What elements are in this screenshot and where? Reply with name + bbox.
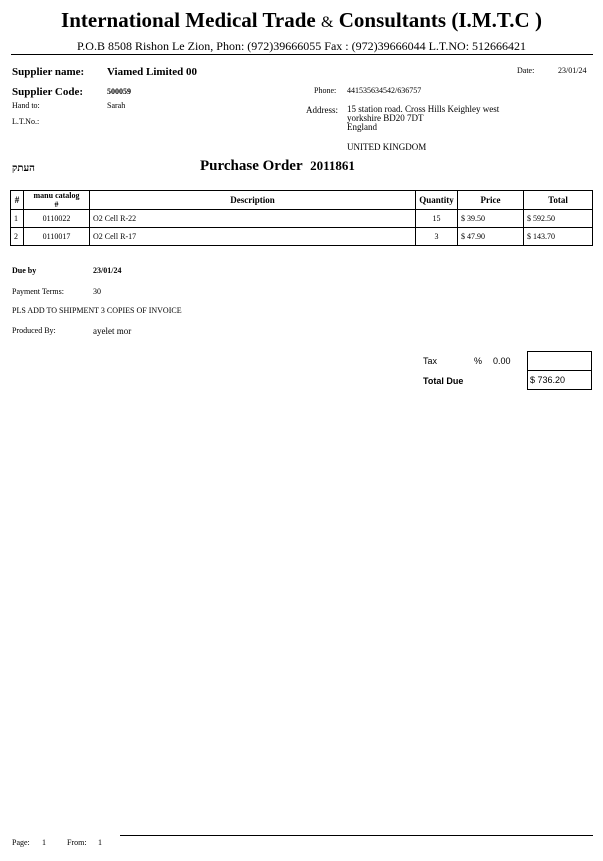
supplier-code-label: Supplier Code: <box>12 86 84 98</box>
supplier-name-label: Supplier name: <box>12 66 85 78</box>
hand-to-label: Hand to: <box>12 101 40 110</box>
address-line-4: UNITED KINGDOM <box>347 142 427 152</box>
tax-percent-symbol: % <box>474 356 483 366</box>
company-name <box>0 8 603 33</box>
footer-divider <box>120 835 593 836</box>
column-header-price: Price <box>458 191 524 210</box>
address-line-1: 15 station road. Cross Hills Keighley west <box>347 104 500 114</box>
company-contact-line: P.O.B 8508 Rishon Le Zion, Phon: (972)39666055 Fax : (972)39666044 L.T.NO: 512666421 <box>76 39 527 53</box>
date-value: 23/01/24 <box>558 66 587 75</box>
column-header-total: Total <box>524 191 593 210</box>
purchase-order-title <box>200 158 355 175</box>
column-header-catalog <box>24 191 90 210</box>
produced-by-value: ayelet mor <box>93 326 132 336</box>
catalog-header-line-2: # <box>54 200 59 209</box>
produced-by-label: Produced By: <box>12 326 56 335</box>
tax-label: Tax <box>423 356 438 366</box>
company-name-part2: Consultants (I.M.T.C ) <box>338 8 542 32</box>
phone-label: Phone: <box>314 86 337 95</box>
hand-to-value: Sarah <box>107 101 126 110</box>
quantity-cell: 15 <box>416 210 458 228</box>
table-row <box>11 210 593 228</box>
description-cell: O2 Cell R-22 <box>90 210 416 228</box>
phone-value: 441535634542/636757 <box>347 86 422 95</box>
address-line-3: England <box>347 122 377 132</box>
supplier-code-value: 500059 <box>107 87 131 96</box>
due-by-value: 23/01/24 <box>93 266 122 275</box>
tax-amount-box <box>527 351 592 371</box>
total-cell: $ 143.70 <box>524 228 593 246</box>
items-table <box>10 190 593 246</box>
price-cell: $ 47.90 <box>458 228 524 246</box>
column-header-quantity: Quantity <box>416 191 458 210</box>
page-label: Page: <box>12 838 30 847</box>
purchase-order-label: Purchase Order <box>200 158 303 174</box>
from-number: 1 <box>98 838 102 847</box>
total-due-box <box>527 370 592 390</box>
price-cell: $ 39.50 <box>458 210 524 228</box>
due-by-label: Due by <box>12 266 37 275</box>
company-name-ampersand: & <box>321 14 334 31</box>
date-label: Date: <box>517 66 535 75</box>
total-due-label: Total Due <box>423 376 464 386</box>
address-label: Address: <box>306 105 338 115</box>
total-cell: $ 592.50 <box>524 210 593 228</box>
from-label: From: <box>67 838 87 847</box>
table-header-row <box>11 191 593 210</box>
quantity-cell: 3 <box>416 228 458 246</box>
address-line-2: yorkshire BD20 7DT <box>347 113 424 123</box>
address-block <box>347 105 499 132</box>
purchase-order-number: 2011861 <box>310 158 355 173</box>
row-index-cell: 2 <box>11 228 24 246</box>
row-index-cell: 1 <box>11 210 24 228</box>
catalog-cell: 0110022 <box>24 210 90 228</box>
description-cell: O2 Cell R-17 <box>90 228 416 246</box>
supplier-name-value: Viamed Limited 00 <box>107 66 198 78</box>
company-name-part1: International Medical Trade <box>61 8 316 32</box>
page-number: 1 <box>42 838 46 847</box>
copy-label: העתק <box>12 163 35 174</box>
order-note: PLS ADD TO SHIPMENT 3 COPIES OF INVOICE <box>12 306 182 315</box>
payment-terms-value: 30 <box>93 287 101 296</box>
tax-rate: 0.00 <box>493 356 511 366</box>
tax-amount-value <box>528 357 530 367</box>
table-row <box>11 228 593 246</box>
column-header-index: # <box>11 191 24 210</box>
column-header-description: Description <box>90 191 416 210</box>
total-due-value: $ 736.20 <box>530 375 566 385</box>
catalog-cell: 0110017 <box>24 228 90 246</box>
header-divider <box>11 54 593 55</box>
lt-no-label: L.T.No.: <box>12 117 40 126</box>
payment-terms-label: Payment Terms: <box>12 287 64 296</box>
catalog-header-line-1: manu catalog <box>33 191 80 200</box>
